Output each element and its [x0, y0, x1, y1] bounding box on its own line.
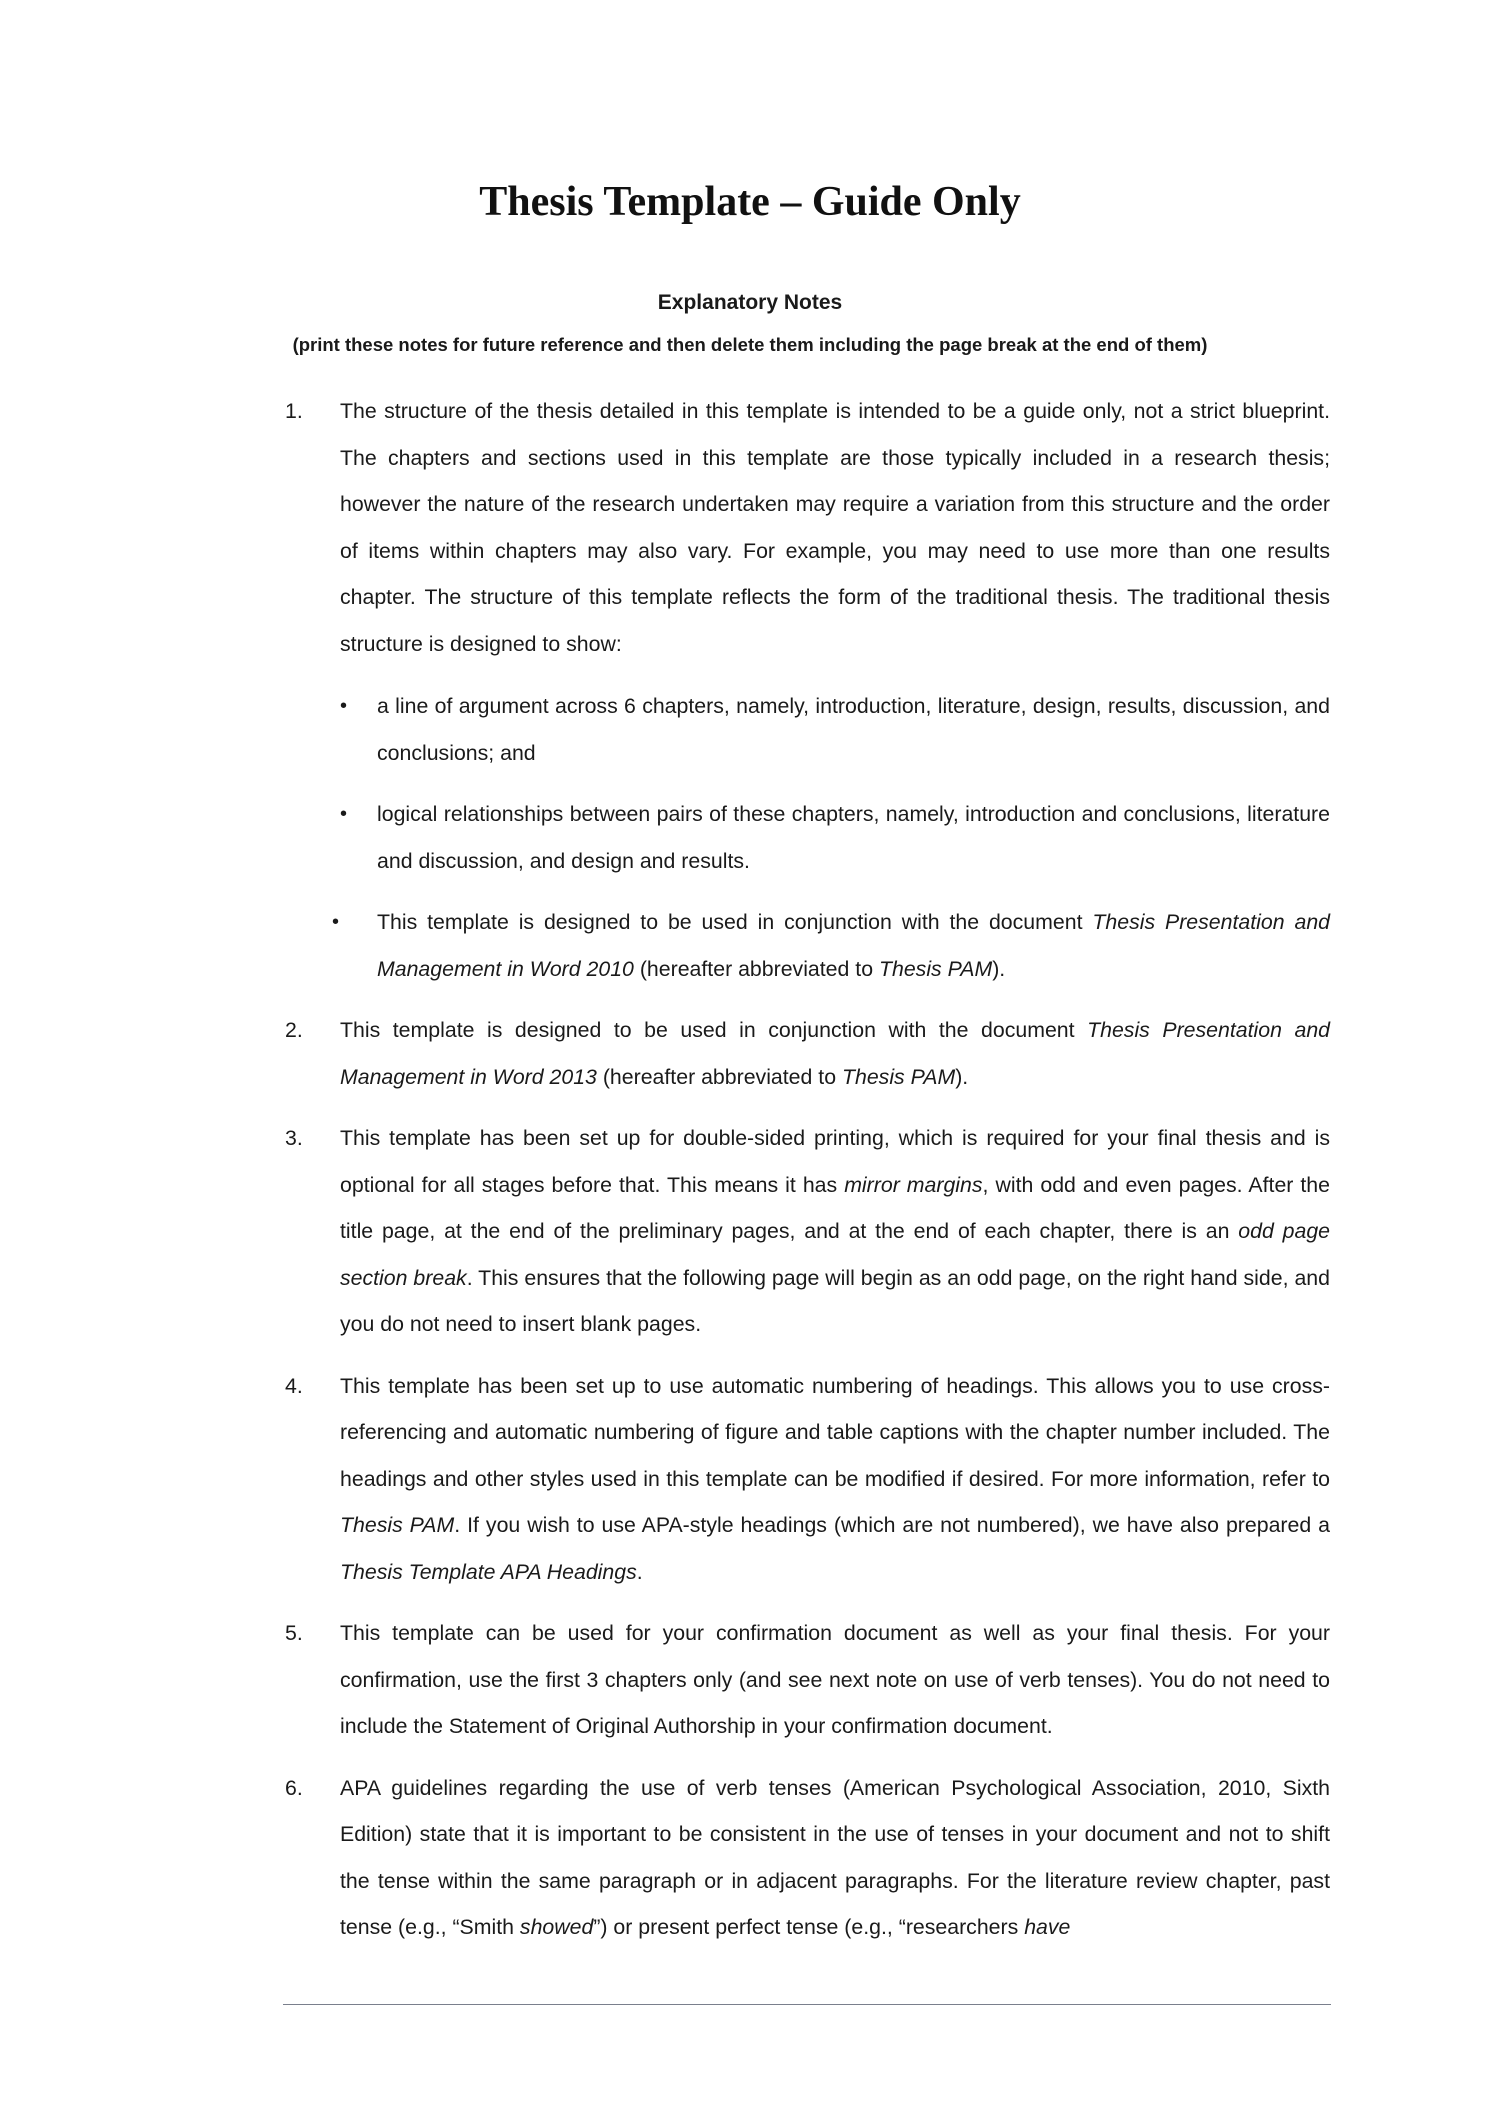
note-item-2	[285, 1007, 1330, 1100]
bullet-text: a line of argument across 6 chapters, namely, introduction, literature, design, results, discussion, and conclusions; and	[377, 694, 1330, 765]
section-heading: Explanatory Notes	[657, 291, 843, 314]
document-abbreviation: Thesis PAM	[841, 1064, 956, 1089]
document-reference: Thesis Presentation and Management in Word 2010	[377, 910, 1331, 981]
note-text: The structure of the thesis detailed in this template is intended to be a guide only, not a strict blueprint. The chapters and sections used in this template are those typically included in a research thesis; however the nature of the research undertaken may require a variation from this structure and the order of items within chapters may also vary. For example, you may need to use more than one results chapter. The structure of this template reflects the form of the traditional thesis. The traditional thesis structure is designed to show:	[340, 399, 1330, 656]
note-item-5	[285, 1610, 1330, 1750]
note-item-4	[285, 1363, 1330, 1596]
note-number: 5.	[285, 1621, 303, 1645]
emphasis-term: showed	[519, 1915, 594, 1939]
bullet-list	[285, 683, 1330, 992]
bullet-icon: •	[340, 695, 348, 717]
note-number: 6.	[285, 1775, 303, 1800]
note-number: 4.	[285, 1373, 303, 1398]
document-abbreviation: Thesis PAM	[878, 956, 993, 981]
document-title: Thesis Template – Guide Only	[479, 179, 1021, 225]
bullet-icon: •	[332, 911, 340, 933]
note-text: This template has been set up to use automatic numbering of headings. This allows you to use cross-referencing and automatic numbering of figure and table captions with the chapter number included. The headings and other styles used in this template can be modified if desired. For more information, refer to Thesis PAM. If you wish to use APA-style headings (which are not numbered), we have also prepared a Thesis Template APA Headings.	[340, 1373, 1330, 1584]
emphasis-term: odd page section break	[340, 1219, 1331, 1290]
note-text: This template is designed to be used in conjunction with the document Thesis Presentation and Management in Word 2013 (hereafter abbreviated to Thesis PAM).	[340, 1018, 1331, 1089]
note-text: APA guidelines regarding the use of verb tenses (American Psychological Association, 2010, Sixth Edition) state that it is important to be consistent in the use of tenses in your document and not to shift the tense within the same paragraph or in adjacent paragraphs. For the literature review chapter, past tense (e.g., “Smith showed”) or present perfect tense (e.g., “researchers have	[340, 1775, 1330, 1939]
emphasis-term: mirror margins	[844, 1172, 983, 1197]
note-text: This template has been set up for double-sided printing, which is required for your final thesis and is optional for all stages before that. This means it has mirror margins, with odd and even pages. After the title page, at the end of the preliminary pages, and at the end of each chapter, there is an odd page section break. This ensures that the following page will begin as an odd page, on the right hand side, and you do not need to insert blank pages.	[340, 1126, 1331, 1336]
instruction-note: (print these notes for future reference and then delete them including the page break at the end of them)	[292, 334, 1208, 355]
note-number: 3.	[285, 1126, 303, 1150]
note-item-1	[285, 388, 1330, 667]
emphasis-term: have	[1024, 1915, 1071, 1939]
note-item-6	[285, 1765, 1330, 1951]
document-reference: Thesis Template APA Headings	[340, 1559, 637, 1584]
document-reference: Thesis Presentation and Management in Word 2013	[340, 1018, 1331, 1089]
note-text: This template can be used for your confirmation document as well as your final thesis. For your confirmation, use the first 3 chapters only (and see next note on use of verb tenses). You do not need to include the Statement of Original Authorship in your confirmation document.	[340, 1621, 1330, 1738]
bullet-item-3	[285, 899, 1330, 992]
notes-list	[285, 388, 1330, 1966]
bullet-icon: •	[340, 803, 348, 825]
bullet-item-2	[285, 791, 1330, 884]
document-abbreviation: Thesis PAM	[340, 1513, 455, 1537]
note-number: 2.	[285, 1018, 303, 1042]
footer-divider	[283, 2004, 1331, 2005]
bullet-item-1	[285, 683, 1330, 776]
bullet-text: This template is designed to be used in conjunction with the document Thesis Presentation and Management in Word 2010 (hereafter abbreviated to Thesis PAM).	[377, 910, 1331, 981]
note-item-3	[285, 1115, 1330, 1348]
note-number: 1.	[285, 399, 303, 423]
bullet-text: logical relationships between pairs of these chapters, namely, introduction and conclusions, literature and discussion, and design and results.	[377, 802, 1330, 873]
